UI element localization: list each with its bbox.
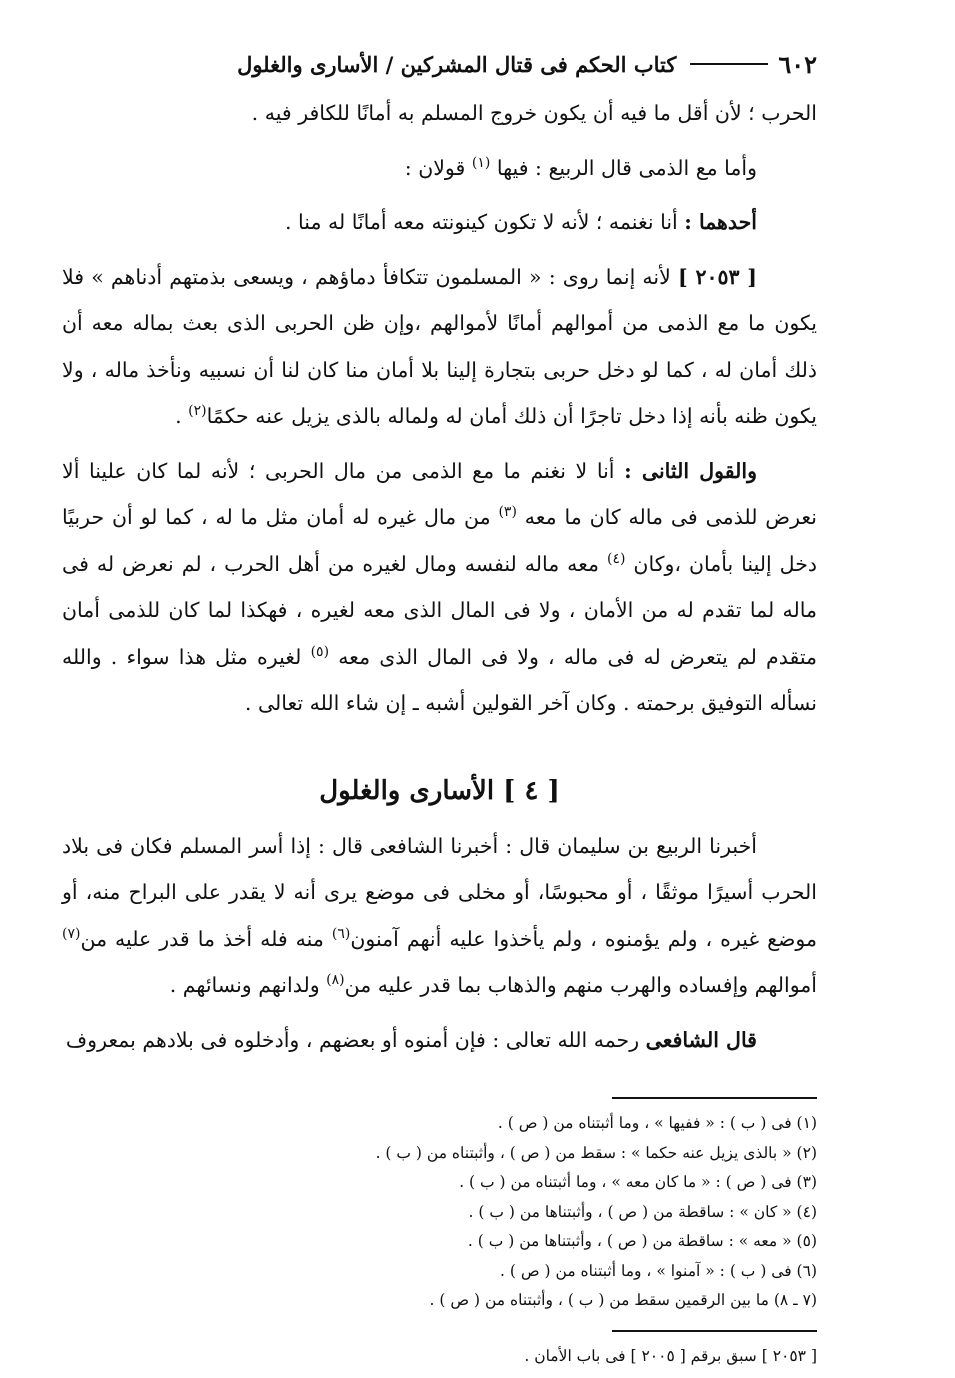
footnote-item: (٤) « كان » : ساقطة من ( ص ) ، وأثبتناها من ( ب ) . <box>468 1202 817 1221</box>
footnote-reference[interactable]: (٢) <box>188 403 207 420</box>
paragraph: [ ٢٠٥٣ ] لأنه إنما روى : « المسلمون تتكافأ دماؤهم ، ويسعى بذمتهم أدناهم » فلا يكون ما مع الذمى من أموالهم أمانًا لأموالهم ،وإن ظن الحربى الذى بعث بماله معه أن ذلك أمان له ، كما لو دخل حربى بتجارة إلينا بلا أمان منا كان لنا أن نسبيه ونأخذ ماله ، ولا يكون ظنه بأنه إذا دخل تاجرًا أن ذلك أمان له ولماله بالذى يزيل عنه حكمًا$^{(٢)}$ . <box>62 264 817 428</box>
footnote-reference[interactable]: (٦) <box>331 925 351 942</box>
paragraph-number: [ ٢٠٥٣ ] <box>677 264 757 289</box>
cross-reference-divider <box>612 1330 817 1332</box>
footnote-reference[interactable]: (٣) <box>498 504 517 521</box>
paragraph: أخبرنا الربيع بن سليمان قال : أخبرنا الشافعى قال : إذا أسر المسلم فكان فى بلاد الحرب أسيرًا موثقًا ، أو محبوسًا، أو مخلى فى موضع يرى أنه لا يقدر على البراح منه، أو موضع غيره ، ولم يؤمنوه ، ولم يأخذوا عليه أنهم آمنون$^{(٦)}$ منه فله أخذ ما قدر عليه من$^{(٧)}$ أموالهم وإفساده والهرب منهم والذهاب بما قدر عليه من$^{(٨)}$ ولدانهم ونسائهم . <box>62 833 817 997</box>
footnote-item: (٥) « معه » : ساقطة من ( ص ) ، وأثبتناها من ( ب ) . <box>467 1232 817 1250</box>
paragraph-lead: أحدهما : <box>684 210 757 234</box>
footnote-item: (٧ ـ ٨) ما بين الرقمين سقط من ( ب ) ، وأثبتناه من ( ص ) . <box>429 1291 817 1309</box>
header-rule <box>690 63 768 65</box>
footnote-item: (١) فى ( ب ) : « ففيها » ، وما أثبتناه من ( ص ) . <box>497 1114 817 1132</box>
running-header <box>62 44 817 84</box>
paragraph-lead: والقول الثانى : <box>624 458 757 483</box>
paragraph: وأما مع الذمى قال الربيع : فيها $^{(١)}$ قولان : <box>404 154 757 180</box>
paragraph: الحرب ؛ لأن أقل ما فيه أن يكون خروج المسلم به أمانًا للكافر فيه . <box>251 101 817 125</box>
paragraph: والقول الثانى : أنا لا نغنم ما مع الذمى من مال الحربى ؛ لأنه لما كان علينا ألا نعرض للذمى فى ماله كان ما معه $^{(٣)}$ من مال غيره له أمان مثل ما له ، كما لو أن حربيًا دخل إلينا بأمان ،وكان $^{(٤)}$ معه ماله لنفسه ومال لغيره من أهل الحرب ، لم نعرض له فى ماله لما تقدم له من الأمان ، ولا فى المال الذى معه لغيره ، فهكذا لما كان للذمى أمان متقدم لم يتعرض له فى ماله ، ولا فى المال الذى معه $^{(٥)}$ لغيره مثل هذا سواء . والله نسأله التوفيق برحمته . وكان آخر القولين أشبه ـ إن شاء الله تعالى . <box>62 458 818 715</box>
paragraph: أحدهما : أنا نغنمه ؛ لأنه لا تكون كينونته معه أمانًا له منا . <box>285 210 757 234</box>
footnote-reference[interactable]: (١) <box>471 154 491 171</box>
footnote-reference[interactable]: (٨) <box>326 972 345 989</box>
cross-reference: [ ٢٠٥٣ ] سبق برقم [ ٢٠٠٥ ] فى باب الأمان . <box>524 1346 817 1365</box>
page-number: ٦٠٢ <box>778 49 817 79</box>
footnote-reference[interactable]: (٤) <box>607 550 626 567</box>
footnotes <box>62 1109 817 1316</box>
footnote-item: (٢) « بالذى يزيل عنه حكما » : سقط من ( ص ) ، وأثبتناه من ( ب ) . <box>375 1143 817 1162</box>
running-title: كتاب الحكم فى قتال المشركين / الأسارى والغلول <box>237 51 677 77</box>
footnote-item: (٦) فى ( ب ) : « آمنوا » ، وما أثبتناه من ( ص ) . <box>500 1261 817 1280</box>
main-text <box>62 90 817 1063</box>
footnote-reference[interactable]: (٥) <box>310 643 330 660</box>
paragraph-lead: قال الشافعى <box>645 1027 757 1052</box>
footnote-item: (٣) فى ( ص ) : « ما كان معه » ، وما أثبتناه من ( ب ) . <box>459 1173 817 1191</box>
footnote-reference[interactable]: (٧) <box>62 925 81 942</box>
section-heading: [ ٤ ] الأسارى والغلول <box>319 775 560 806</box>
footnote-divider <box>612 1097 817 1099</box>
paragraph: قال الشافعى رحمه الله تعالى : فإن أمنوه أو بعضهم ، وأدخلوه فى بلادهم بمعروف <box>65 1027 757 1052</box>
